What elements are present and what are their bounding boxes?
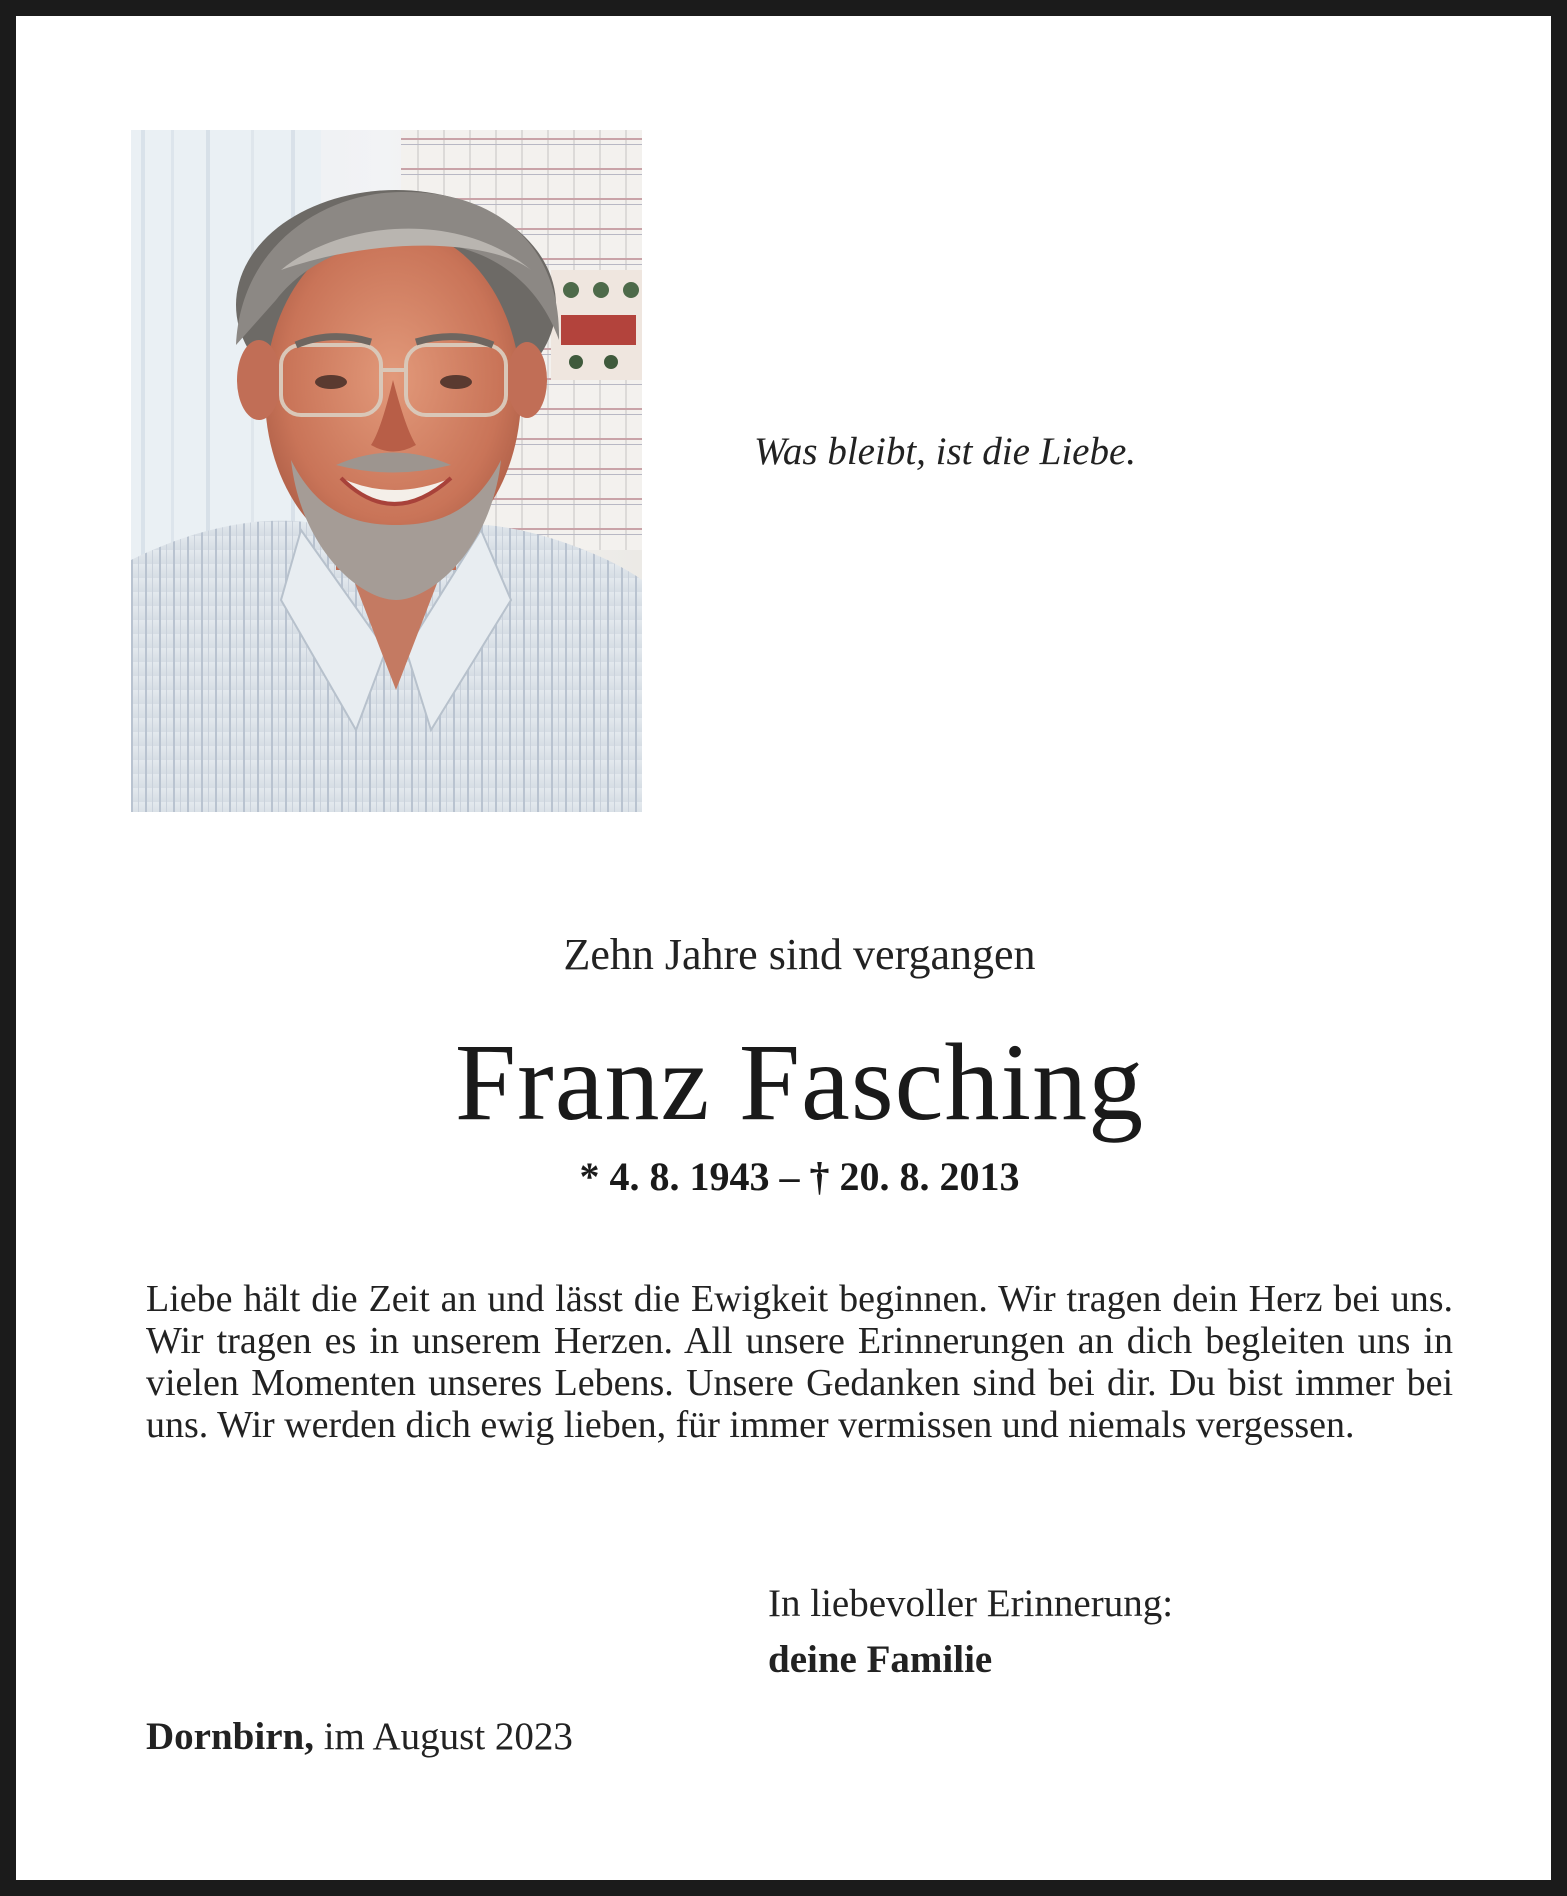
portrait-illustration (131, 130, 642, 812)
portrait-photo (131, 130, 642, 812)
place-and-date (146, 1712, 1046, 1762)
life-dates: * 4. 8. 1943 – † 20. 8. 2013 (579, 1154, 1020, 1199)
closing-block (768, 1576, 1468, 1688)
family-signature: deine Familie (768, 1638, 993, 1681)
closing-line: In liebevoller Erinnerung: (768, 1582, 1174, 1625)
deceased-name: Franz Fasching (454, 1021, 1145, 1143)
intro-line: Zehn Jahre sind vergangen (563, 930, 1036, 979)
place-date: im August 2023 (323, 1715, 573, 1758)
motto-quote: Was bleibt, ist die Liebe. (754, 430, 1137, 473)
place-city: Dornbirn, (146, 1715, 314, 1758)
memorial-text: Liebe hält die Zeit an und lässt die Ewigkeit beginnen. Wir tragen dein Herz bei uns. Wir tragen es in unserem Herzen. All unsere Erinnerungen an dich begleiten uns in vielen Momenten unseres Lebens. Unsere Gedanken sind bei dir. Du bist immer bei uns. Wir werden dich ewig lieben, für immer vermissen und niemals vergessen. (146, 1278, 1453, 1446)
